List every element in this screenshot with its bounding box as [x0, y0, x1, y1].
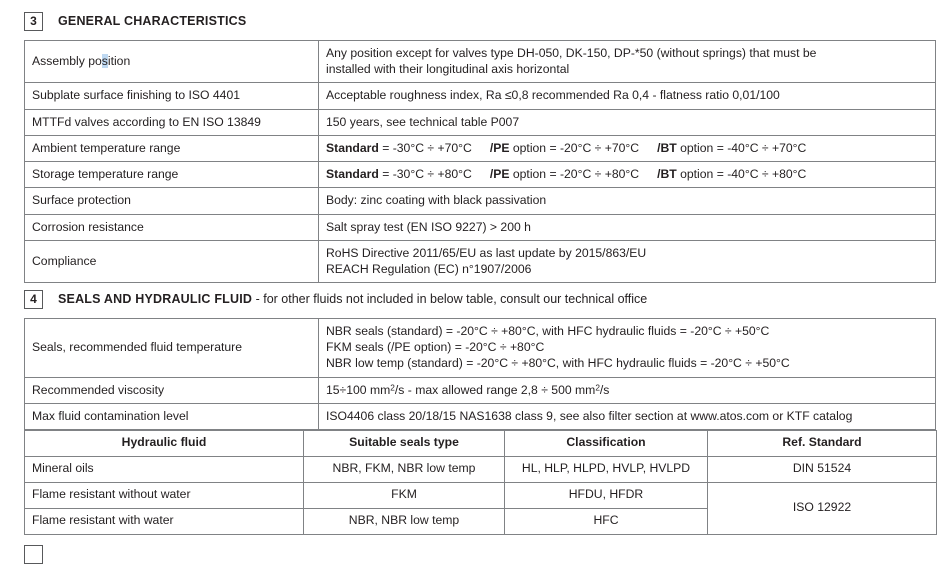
section-4-subtitle: - for other fluids not included in below table, consult our technical office — [252, 292, 648, 306]
row-label-ambient-temperature: Ambient temperature range — [25, 135, 319, 161]
column-header-suitable-seals-type: Suitable seals type — [304, 431, 505, 457]
cell-fluid-flame-resistant-without-water: Flame resistant without water — [25, 482, 304, 508]
section-4-title-text: SEALS AND HYDRAULIC FLUID — [58, 292, 253, 306]
row-value-compliance — [319, 240, 936, 282]
compliance-line-2: REACH Regulation (EC) n°1907/2006 — [326, 261, 532, 276]
row-label-max-contamination: Max fluid contamination level — [25, 403, 319, 429]
ambient-pe-value: option = -20°C ÷ +70°C — [509, 140, 640, 155]
seals-temp-line-2: FKM seals (/PE option) = -20°C ÷ +80°C — [326, 340, 545, 355]
value-line-2: installed with their longitudinal axis horizontal — [326, 62, 570, 77]
label-part-1: Assembly po — [32, 54, 102, 69]
table-row — [25, 162, 936, 188]
row-value-mttfd: 150 years, see technical table P007 — [319, 109, 936, 135]
row-label-mttfd: MTTFd valves according to EN ISO 13849 — [25, 109, 319, 135]
general-characteristics-table — [24, 40, 936, 283]
ambient-pe-label: /PE — [489, 140, 510, 155]
table-row — [25, 214, 936, 240]
row-value-assembly-position — [319, 41, 936, 83]
cell-fluid-flame-resistant-with-water: Flame resistant with water — [25, 508, 304, 534]
viscosity-superscript-2: 2 — [595, 382, 600, 393]
section-3-number: 3 — [24, 12, 43, 31]
row-label-recommended-viscosity: Recommended viscosity — [25, 377, 319, 403]
table-row — [25, 41, 936, 83]
viscosity-text-post: /s — [599, 382, 610, 397]
ambient-standard-value: = -30°C ÷ +70°C — [378, 140, 472, 155]
row-value-max-contamination: ISO4406 class 20/18/15 NAS1638 class 9, see also filter section at www.atos.com or KTF catalog — [319, 403, 936, 429]
seals-temp-line-1: NBR seals (standard) = -20°C ÷ +80°C, with HFC hydraulic fluids = -20°C ÷ +50°C — [326, 324, 770, 338]
label-selected-char[interactable]: s — [101, 54, 108, 69]
cell-seals-mineral-oils: NBR, FKM, NBR low temp — [304, 456, 505, 482]
section-4-heading — [24, 286, 937, 312]
section-3-heading — [24, 8, 936, 34]
storage-bt-value: option = -40°C ÷ +80°C — [676, 167, 807, 182]
table-row — [25, 403, 936, 429]
row-value-recommended-viscosity — [319, 377, 936, 403]
hydraulic-fluid-classification-table — [24, 430, 937, 534]
cell-seals-flame-resistant-with-water: NBR, NBR low temp — [304, 508, 505, 534]
cell-classification-flame-resistant-without-water: HFDU, HFDR — [505, 482, 708, 508]
table-row — [25, 377, 936, 403]
ambient-bt-label: /BT — [657, 140, 677, 155]
seals-temp-line-3: NBR low temp (standard) = -20°C ÷ +80°C, with HFC hydraulic fluids = -20°C ÷ +50°C — [326, 356, 790, 371]
column-header-hydraulic-fluid: Hydraulic fluid — [25, 431, 304, 457]
viscosity-text-mid: /s - max allowed range 2,8 ÷ 500 mm — [394, 382, 596, 397]
section-3-block — [24, 8, 936, 283]
column-header-ref-standard: Ref. Standard — [708, 431, 937, 457]
section-4-number: 4 — [24, 290, 43, 309]
row-label-storage-temperature: Storage temperature range — [25, 162, 319, 188]
storage-bt-label: /BT — [657, 167, 677, 182]
table-row — [25, 456, 937, 482]
row-label-surface-protection: Surface protection — [25, 188, 319, 214]
storage-pe-value: option = -20°C ÷ +80°C — [509, 167, 640, 182]
section-3-title-text: GENERAL CHARACTERISTICS — [58, 14, 247, 28]
viscosity-superscript-1: 2 — [390, 382, 395, 393]
value-line-1: Any position except for valves type DH-050, DK-150, DP-*50 (without springs) that must be — [326, 46, 817, 60]
cell-fluid-mineral-oils: Mineral oils — [25, 456, 304, 482]
next-section-number-box — [24, 545, 43, 564]
ambient-bt-value: option = -40°C ÷ +70°C — [676, 140, 807, 155]
storage-pe-label: /PE — [489, 167, 510, 182]
cell-standard-mineral-oils: DIN 51524 — [708, 456, 937, 482]
row-value-storage-temperature — [319, 162, 936, 188]
seals-hydraulic-fluid-table — [24, 318, 936, 430]
row-label-assembly-position — [25, 41, 319, 83]
viscosity-text-pre: 15÷100 mm — [326, 382, 391, 397]
storage-standard-value: = -30°C ÷ +80°C — [378, 167, 472, 182]
label-part-2: ition — [107, 54, 131, 69]
row-value-corrosion-resistance: Salt spray test (EN ISO 9227) > 200 h — [319, 214, 936, 240]
row-label-subplate-finishing: Subplate surface finishing to ISO 4401 — [25, 83, 319, 109]
table-row — [25, 482, 937, 508]
cell-classification-mineral-oils: HL, HLP, HLPD, HVLP, HVLPD — [505, 456, 708, 482]
table-row — [25, 240, 936, 282]
column-header-classification: Classification — [505, 431, 708, 457]
cell-seals-flame-resistant-without-water: FKM — [304, 482, 505, 508]
row-label-corrosion-resistance: Corrosion resistance — [25, 214, 319, 240]
ambient-standard-label: Standard — [326, 140, 379, 155]
row-label-compliance: Compliance — [25, 240, 319, 282]
row-label-seals-fluid-temperature: Seals, recommended fluid temperature — [25, 319, 319, 378]
table-row — [25, 109, 936, 135]
row-value-seals-fluid-temperature — [319, 319, 936, 378]
section-3-title — [58, 14, 246, 28]
row-value-subplate-finishing: Acceptable roughness index, Ra ≤0,8 recommended Ra 0,4 - flatness ratio 0,01/100 — [319, 83, 936, 109]
table-header-row — [25, 431, 937, 457]
row-value-surface-protection: Body: zinc coating with black passivation — [319, 188, 936, 214]
table-row — [25, 83, 936, 109]
section-4-block — [24, 286, 937, 535]
section-4-title — [58, 292, 647, 306]
cell-standard-iso-12922: ISO 12922 — [708, 482, 937, 534]
table-row — [25, 188, 936, 214]
cell-classification-flame-resistant-with-water: HFC — [505, 508, 708, 534]
storage-standard-label: Standard — [326, 167, 379, 182]
table-row — [25, 319, 936, 378]
row-value-ambient-temperature — [319, 135, 936, 161]
compliance-line-1: RoHS Directive 2011/65/EU as last update by 2015/863/EU — [326, 245, 647, 260]
table-row — [25, 135, 936, 161]
